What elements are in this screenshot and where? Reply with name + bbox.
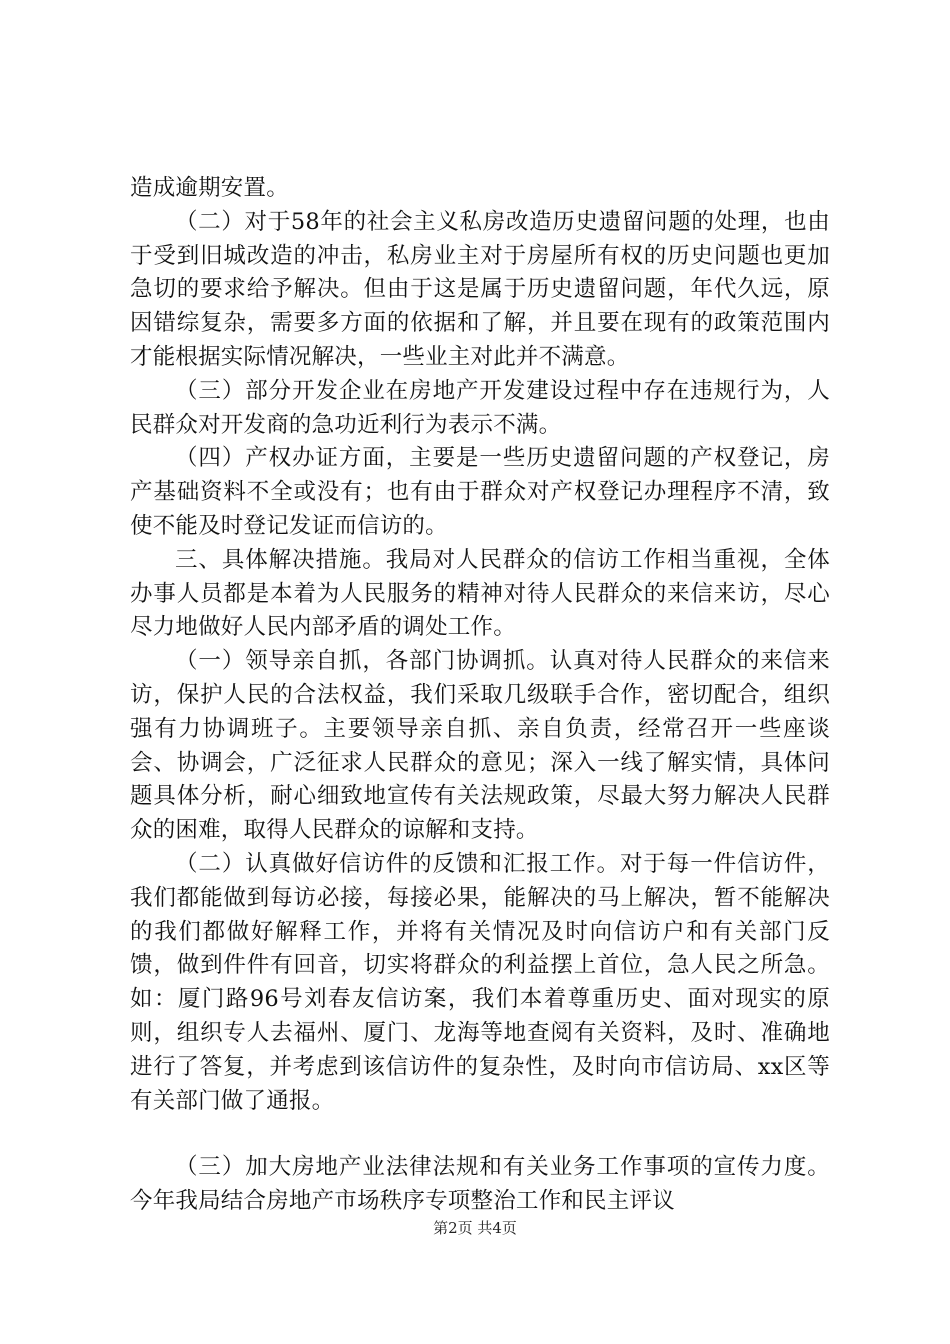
paragraph-measure-two-feedback: （二）认真做好信访件的反馈和汇报工作。对于每一件信访件，我们都能做到每访必接，每接必果，能解决的马上解决，暂不能解决的我们都做好解释工作，并将有关情况及时向信访户和有关部门反馈，做到件件有回音，切实将群众的利益摆上首位，急人民之所急。如：厦门路96号刘春友信访案，我们本着尊重历史、面对现实的原则，组织专人去福州、厦门、龙海等地查阅有关资料，及时、准确地进行了答复，并考虑到该信访件的复杂性，及时向市信访局、xx区等有关部门做了通报。 bbox=[130, 850, 830, 1114]
paragraph-section-three-measures: 三、具体解决措施。我局对人民群众的信访工作相当重视，全体办事人员都是本着为人民服务的精神对待人民群众的来信来访，尽心尽力地做好人民内部矛盾的调处工作。 bbox=[130, 546, 830, 641]
paragraph-item-four-property-rights: （四）产权办证方面，主要是一些历史遗留问题的产权登记，房产基础资料不全或没有；也有由于群众对产权登记办理程序不清，致使不能及时登记发证而信访的。 bbox=[130, 445, 830, 539]
paragraph-item-two-private-housing: （二）对于58年的社会主义私房改造历史遗留问题的处理，也由于受到旧城改造的冲击，私房业主对于房屋所有权的历史问题也更加急切的要求给予解决。但由于这是属于历史遗留问题，年代久远，原因错综复杂，需要多方面的依据和了解，并且要在现有的政策范围内才能根据实际情况解决，一些业主对此并不满意。 bbox=[130, 208, 830, 370]
document-body bbox=[130, 172, 830, 1219]
paragraph-measure-one-leadership: （一）领导亲自抓，各部门协调抓。认真对待人民群众的来信来访，保护人民的合法权益，我们采取几级联手合作，密切配合，组织强有力协调班子。主要领导亲自抓、亲自负责，经常召开一些座谈会、协调会，广泛征求人民群众的意见；深入一线了解实情，具体问题具体分析，耐心细致地宣传有关法规政策，尽最大努力解决人民群众的困难，取得人民群众的谅解和支持。 bbox=[130, 648, 830, 844]
paragraph-continuation: 造成逾期安置。 bbox=[130, 175, 289, 201]
page-number-footer: 第2页 共4页 bbox=[433, 1219, 517, 1237]
paragraph-measure-three-publicity: （三）加大房地产业法律法规和有关业务工作事项的宣传力度。今年我局结合房地产市场秩序专项整治工作和民主评议 bbox=[130, 1154, 830, 1215]
paragraph-item-three-developers: （三）部分开发企业在房地产开发建设过程中存在违规行为，人民群众对开发商的急功近利行为表示不满。 bbox=[130, 377, 830, 438]
